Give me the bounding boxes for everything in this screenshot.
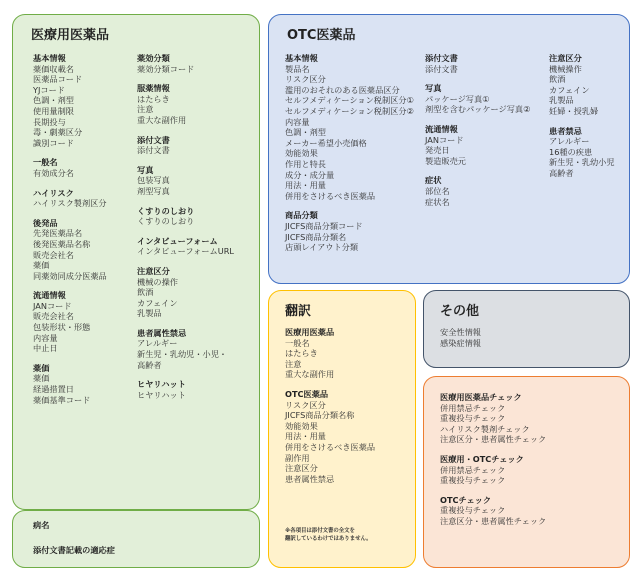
disease-name-item: 添付文書記載の適応症 <box>33 545 115 555</box>
group-item: インタビューフォームURL <box>137 246 234 257</box>
group-heading: ヒヤリハット <box>137 379 186 390</box>
group-item: 経過措置日 <box>33 384 74 395</box>
group-item: 効能効果 <box>285 420 318 431</box>
group-item: 併用禁忌チェック <box>440 402 506 413</box>
group-item: 先発医薬品名 <box>33 228 83 239</box>
group-heading: 医療用医薬品 <box>285 327 335 337</box>
group-item: 販売会社名 <box>33 311 74 322</box>
item-group <box>137 53 234 74</box>
translation-panel <box>268 290 416 568</box>
translation-list <box>285 327 375 493</box>
group-item: ハイリスク製剤チェック <box>440 423 530 434</box>
group-item: 注意 <box>285 358 302 369</box>
group-item: 重複投与チェック <box>440 505 506 516</box>
group-item: 薬価 <box>33 373 50 384</box>
otc-drugs-title: OTC医薬品 <box>287 28 356 43</box>
group-item: 包装写真 <box>137 175 170 186</box>
group-heading: 患者属性禁忌 <box>137 327 187 338</box>
rx-drugs-title: 医療用医薬品 <box>31 28 110 43</box>
group-item: 店頭レイアウト分類 <box>285 242 359 253</box>
item-group <box>33 53 107 148</box>
group-heading: 写真 <box>425 83 442 94</box>
item-group <box>549 126 615 179</box>
group-item: YJコード <box>33 84 65 95</box>
group-heading: 薬効分類 <box>137 53 170 63</box>
group-heading: 基本情報 <box>33 53 66 63</box>
group-item: リスク区分 <box>285 399 326 410</box>
item-group <box>285 53 414 201</box>
group-item: 製造販売元 <box>425 155 466 166</box>
item-group <box>440 495 546 527</box>
group-item: 飲酒 <box>137 287 154 298</box>
group-item: メーカー希望小売価格 <box>285 137 367 148</box>
group-item: 薬価収載名 <box>33 63 74 74</box>
group-item: 効能効果 <box>285 148 318 159</box>
group-item: 一般名 <box>285 337 310 348</box>
other-panel <box>423 290 630 368</box>
group-item: 剤型を含むパッケージ写真② <box>425 104 531 115</box>
group-heading: OTCチェック <box>440 494 492 505</box>
group-item: 発売日 <box>425 145 450 156</box>
group-heading: 添付文書 <box>425 53 458 63</box>
group-item: JANコード <box>425 134 464 145</box>
group-heading: 流通情報 <box>33 290 66 301</box>
group-item: 妊婦・授乳婦 <box>549 105 599 116</box>
item-group <box>33 363 107 405</box>
rx-drugs-column-2 <box>137 53 234 409</box>
group-item: 医薬品コード <box>33 74 83 85</box>
item-group <box>425 124 530 166</box>
group-item: 併用をさけるべき医薬品 <box>285 441 376 452</box>
group-heading: 服薬情報 <box>137 83 170 94</box>
item-group <box>137 328 234 370</box>
group-heading: 流通情報 <box>425 123 458 134</box>
translation-title: 翻訳 <box>285 304 312 319</box>
group-item: 注意 <box>137 104 154 115</box>
group-item: 作用と特長 <box>285 158 326 169</box>
group-item: 濫用のおそれのある医薬品区分 <box>285 84 400 95</box>
group-item: 乳製品 <box>137 308 162 319</box>
item-group <box>137 206 234 227</box>
group-item: 製品名 <box>285 63 310 74</box>
group-item: 注意区分 <box>285 463 318 474</box>
group-item: 高齢者 <box>137 359 162 370</box>
group-heading: ハイリスク <box>33 187 74 198</box>
group-item: 重大な副作用 <box>137 114 187 125</box>
group-item: 毒・劇薬区分 <box>33 127 83 138</box>
item-group <box>549 53 615 117</box>
group-heading: OTC医薬品 <box>285 388 329 399</box>
rx-drugs-panel <box>12 14 260 510</box>
group-heading: 医療用・OTCチェック <box>440 453 524 464</box>
group-item: 色調・剤型 <box>33 95 74 106</box>
group-item: 薬価基準コード <box>33 394 91 405</box>
otc-drugs-column-1 <box>285 53 414 262</box>
group-item: JICFS商品分類名称 <box>285 410 355 421</box>
group-item: ヒヤリハット <box>137 389 186 400</box>
group-item: 注意区分・患者属性チェック <box>440 515 547 526</box>
translation-note-line: ※各項目は添付文書の全文を <box>285 528 355 534</box>
group-heading: 患者禁忌 <box>549 125 582 136</box>
group-heading: インタビューフォーム <box>137 235 218 246</box>
group-item: 飲酒 <box>549 74 566 85</box>
item-group <box>137 165 234 197</box>
group-item: アレルギー <box>137 338 178 349</box>
item-group <box>137 83 234 125</box>
other-title: その他 <box>440 304 480 319</box>
translation-note <box>285 527 372 543</box>
group-item: 色調・剤型 <box>285 127 326 138</box>
otc-drugs-column-3 <box>549 53 615 188</box>
group-item: 重大な副作用 <box>285 369 335 380</box>
group-item: 用法・用量 <box>285 431 326 442</box>
translation-note-line: 翻訳しているわけではありません。 <box>285 536 372 542</box>
group-item: セルフメディケーション税制区分② <box>285 105 414 116</box>
item-group <box>33 157 107 178</box>
item-group <box>137 135 234 156</box>
group-heading: 商品分類 <box>285 210 318 221</box>
item-group <box>137 379 234 400</box>
other-item: 安全性情報 <box>440 327 481 337</box>
group-item: 症状名 <box>425 196 450 207</box>
group-item: ハイリスク製剤区分 <box>33 198 107 209</box>
item-group <box>137 236 234 257</box>
item-group <box>285 210 414 252</box>
group-heading: 薬価 <box>33 362 50 373</box>
group-item: はたらき <box>285 348 318 359</box>
item-group <box>425 53 530 74</box>
group-item: 副作用 <box>285 452 310 463</box>
group-item: 新生児・乳幼児・小児・ <box>137 349 228 360</box>
otc-drugs-panel <box>268 14 630 284</box>
group-heading: 基本情報 <box>285 53 318 63</box>
group-item: 高齢者 <box>549 167 574 178</box>
group-heading: 症状 <box>425 175 442 186</box>
group-item: 機械操作 <box>549 63 582 74</box>
group-item: 識別コード <box>33 137 74 148</box>
disease-name-heading: 病名 <box>33 520 50 530</box>
checks-list <box>440 392 546 536</box>
group-item: 中止日 <box>33 343 58 354</box>
group-item: 内容量 <box>33 332 58 343</box>
group-item: 薬効分類コード <box>137 63 195 74</box>
other-list <box>440 327 481 348</box>
group-item: 有効成分名 <box>33 167 74 178</box>
group-heading: 注意区分 <box>137 265 170 276</box>
group-item: 新生児・乳幼小児 <box>549 157 615 168</box>
group-item: 重複投与チェック <box>440 413 506 424</box>
group-heading: くすりのしおり <box>137 205 195 216</box>
group-item: 後発医薬品名称 <box>33 238 91 249</box>
group-item: 部位名 <box>425 185 450 196</box>
checks-panel <box>423 376 630 568</box>
item-group <box>440 454 546 486</box>
item-group <box>285 389 375 484</box>
group-item: JANコード <box>33 300 72 311</box>
group-item: 併用をさけるべき医薬品 <box>285 190 376 201</box>
rx-drugs-column-1 <box>33 53 107 414</box>
group-item: リスク区分 <box>285 74 326 85</box>
group-item: 包装形状・形態 <box>33 322 91 333</box>
group-item: くすりのしおり <box>137 216 195 227</box>
group-item: JICFS商品分類コード <box>285 220 363 231</box>
group-item: 薬価 <box>33 260 50 271</box>
group-item: 内容量 <box>285 116 310 127</box>
group-heading: 写真 <box>137 164 154 175</box>
otc-drugs-column-2 <box>425 53 530 216</box>
group-item: 添付文書 <box>425 63 458 74</box>
item-group <box>425 83 530 115</box>
group-item: 16種の疾患 <box>549 146 593 157</box>
item-group <box>33 218 107 282</box>
group-item: 添付文書 <box>137 145 170 156</box>
group-heading: 添付文書 <box>137 134 170 145</box>
disease-name-panel <box>12 510 260 568</box>
group-item: 同薬効同成分医薬品 <box>33 270 107 281</box>
group-item: 機械の操作 <box>137 276 178 287</box>
group-item: カフェイン <box>137 297 178 308</box>
group-item: 注意区分・患者属性チェック <box>440 434 547 445</box>
group-item: JICFS商品分類名 <box>285 231 347 242</box>
group-item: はたらき <box>137 93 170 104</box>
group-heading: 医療用医薬品チェック <box>440 392 522 402</box>
item-group <box>440 392 546 445</box>
group-item: 併用禁忌チェック <box>440 464 506 475</box>
item-group <box>137 266 234 319</box>
group-heading: 一般名 <box>33 157 58 168</box>
group-heading: 後発品 <box>33 217 58 228</box>
group-heading: 注意区分 <box>549 53 582 63</box>
group-item: 販売会社名 <box>33 249 74 260</box>
group-item: 使用量制限 <box>33 105 74 116</box>
group-item: 長期投与 <box>33 116 66 127</box>
item-group <box>425 175 530 207</box>
group-item: 剤型写真 <box>137 185 170 196</box>
group-item: 重複投与チェック <box>440 475 506 486</box>
group-item: 成分・成分量 <box>285 169 335 180</box>
item-group <box>33 290 107 354</box>
item-group <box>33 188 107 209</box>
group-item: アレルギー <box>549 136 590 147</box>
group-item: パッケージ写真① <box>425 93 490 104</box>
group-item: 用法・用量 <box>285 180 326 191</box>
group-item: 乳製品 <box>549 95 574 106</box>
group-item: カフェイン <box>549 84 590 95</box>
other-item: 感染症情報 <box>440 337 481 348</box>
group-item: 患者属性禁忌 <box>285 473 335 484</box>
group-item: セルフメディケーション税制区分① <box>285 95 414 106</box>
item-group <box>285 327 375 380</box>
